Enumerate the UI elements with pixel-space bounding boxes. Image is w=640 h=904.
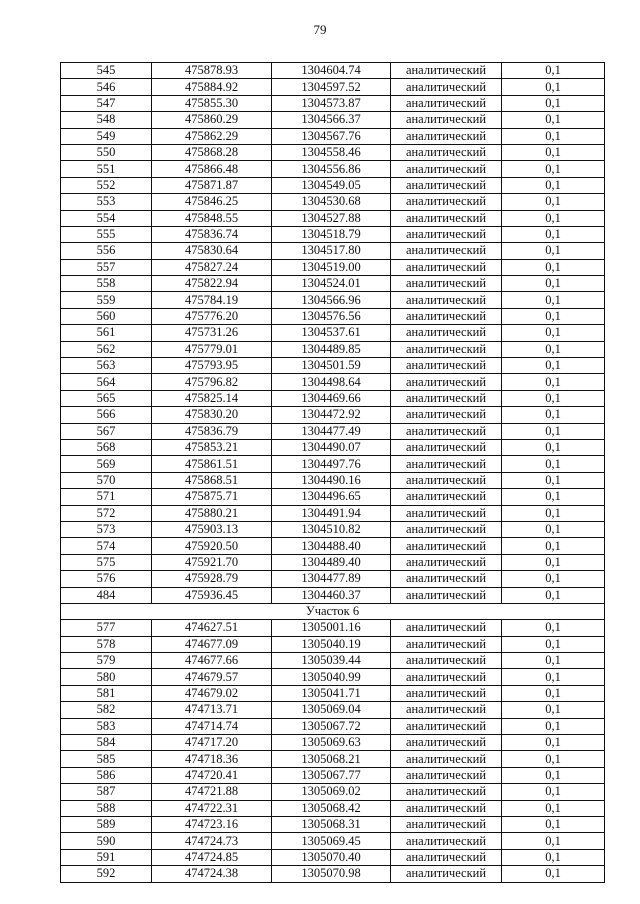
method-cell: аналитический bbox=[391, 390, 502, 406]
method-cell: аналитический bbox=[391, 735, 502, 751]
table-row bbox=[61, 521, 605, 537]
point-number-cell: 574 bbox=[61, 538, 152, 554]
y-coordinate-cell: 1304497.76 bbox=[272, 456, 391, 472]
x-coordinate-cell: 475731.26 bbox=[152, 325, 272, 341]
method-cell: аналитический bbox=[391, 866, 502, 882]
point-number-cell: 566 bbox=[61, 407, 152, 423]
x-coordinate-cell: 475796.82 bbox=[152, 374, 272, 390]
method-cell: аналитический bbox=[391, 292, 502, 308]
point-number-cell: 567 bbox=[61, 423, 152, 439]
x-coordinate-cell: 475868.28 bbox=[152, 144, 272, 160]
table-row bbox=[61, 718, 605, 734]
point-number-cell: 581 bbox=[61, 685, 152, 701]
point-number-cell: 548 bbox=[61, 112, 152, 128]
point-number-cell: 561 bbox=[61, 325, 152, 341]
point-number-cell: 587 bbox=[61, 784, 152, 800]
point-number-cell: 560 bbox=[61, 308, 152, 324]
x-coordinate-cell: 475776.20 bbox=[152, 308, 272, 324]
method-cell: аналитический bbox=[391, 669, 502, 685]
accuracy-cell: 0,1 bbox=[502, 259, 605, 275]
x-coordinate-cell: 474627.51 bbox=[152, 620, 272, 636]
point-number-cell: 583 bbox=[61, 718, 152, 734]
method-cell: аналитический bbox=[391, 407, 502, 423]
table-row bbox=[61, 636, 605, 652]
point-number-cell: 556 bbox=[61, 243, 152, 259]
x-coordinate-cell: 475868.51 bbox=[152, 472, 272, 488]
y-coordinate-cell: 1305039.44 bbox=[272, 653, 391, 669]
accuracy-cell: 0,1 bbox=[502, 538, 605, 554]
method-cell: аналитический bbox=[391, 636, 502, 652]
accuracy-cell: 0,1 bbox=[502, 784, 605, 800]
x-coordinate-cell: 474717.20 bbox=[152, 735, 272, 751]
accuracy-cell: 0,1 bbox=[502, 571, 605, 587]
point-number-cell: 570 bbox=[61, 472, 152, 488]
method-cell: аналитический bbox=[391, 341, 502, 357]
accuracy-cell: 0,1 bbox=[502, 128, 605, 144]
table-row bbox=[61, 439, 605, 455]
y-coordinate-cell: 1305069.02 bbox=[272, 784, 391, 800]
method-cell: аналитический bbox=[391, 505, 502, 521]
point-number-cell: 557 bbox=[61, 259, 152, 275]
method-cell: аналитический bbox=[391, 816, 502, 832]
x-coordinate-cell: 474720.41 bbox=[152, 767, 272, 783]
y-coordinate-cell: 1304496.65 bbox=[272, 489, 391, 505]
accuracy-cell: 0,1 bbox=[502, 718, 605, 734]
method-cell: аналитический bbox=[391, 423, 502, 439]
x-coordinate-cell: 475855.30 bbox=[152, 95, 272, 111]
table-row bbox=[61, 308, 605, 324]
x-coordinate-cell: 475853.21 bbox=[152, 439, 272, 455]
y-coordinate-cell: 1304518.79 bbox=[272, 226, 391, 242]
table-row bbox=[61, 177, 605, 193]
point-number-cell: 563 bbox=[61, 358, 152, 374]
y-coordinate-cell: 1304477.89 bbox=[272, 571, 391, 587]
accuracy-cell: 0,1 bbox=[502, 669, 605, 685]
accuracy-cell: 0,1 bbox=[502, 653, 605, 669]
method-cell: аналитический bbox=[391, 685, 502, 701]
point-number-cell: 572 bbox=[61, 505, 152, 521]
accuracy-cell: 0,1 bbox=[502, 439, 605, 455]
y-coordinate-cell: 1304489.85 bbox=[272, 341, 391, 357]
method-cell: аналитический bbox=[391, 439, 502, 455]
method-cell: аналитический bbox=[391, 308, 502, 324]
table-row bbox=[61, 325, 605, 341]
table-row bbox=[61, 374, 605, 390]
y-coordinate-cell: 1305068.31 bbox=[272, 816, 391, 832]
x-coordinate-cell: 475860.29 bbox=[152, 112, 272, 128]
accuracy-cell: 0,1 bbox=[502, 194, 605, 210]
coordinates-table bbox=[60, 62, 605, 883]
point-number-cell: 550 bbox=[61, 144, 152, 160]
method-cell: аналитический bbox=[391, 112, 502, 128]
accuracy-cell: 0,1 bbox=[502, 292, 605, 308]
y-coordinate-cell: 1304489.40 bbox=[272, 554, 391, 570]
accuracy-cell: 0,1 bbox=[502, 423, 605, 439]
method-cell: аналитический bbox=[391, 95, 502, 111]
point-number-cell: 588 bbox=[61, 800, 152, 816]
y-coordinate-cell: 1305069.45 bbox=[272, 833, 391, 849]
table-row bbox=[61, 259, 605, 275]
accuracy-cell: 0,1 bbox=[502, 79, 605, 95]
x-coordinate-cell: 475836.74 bbox=[152, 226, 272, 242]
x-coordinate-cell: 475846.25 bbox=[152, 194, 272, 210]
table-row bbox=[61, 79, 605, 95]
y-coordinate-cell: 1305068.42 bbox=[272, 800, 391, 816]
table-row bbox=[61, 390, 605, 406]
method-cell: аналитический bbox=[391, 554, 502, 570]
x-coordinate-cell: 475903.13 bbox=[152, 521, 272, 537]
point-number-cell: 549 bbox=[61, 128, 152, 144]
y-coordinate-cell: 1305067.72 bbox=[272, 718, 391, 734]
accuracy-cell: 0,1 bbox=[502, 243, 605, 259]
point-number-cell: 579 bbox=[61, 653, 152, 669]
table-row bbox=[61, 63, 605, 79]
x-coordinate-cell: 475822.94 bbox=[152, 276, 272, 292]
x-coordinate-cell: 475825.14 bbox=[152, 390, 272, 406]
method-cell: аналитический bbox=[391, 751, 502, 767]
y-coordinate-cell: 1305040.19 bbox=[272, 636, 391, 652]
table-row bbox=[61, 571, 605, 587]
accuracy-cell: 0,1 bbox=[502, 636, 605, 652]
point-number-cell: 580 bbox=[61, 669, 152, 685]
accuracy-cell: 0,1 bbox=[502, 685, 605, 701]
table-row bbox=[61, 456, 605, 472]
point-number-cell: 565 bbox=[61, 390, 152, 406]
accuracy-cell: 0,1 bbox=[502, 833, 605, 849]
point-number-cell: 586 bbox=[61, 767, 152, 783]
accuracy-cell: 0,1 bbox=[502, 472, 605, 488]
accuracy-cell: 0,1 bbox=[502, 112, 605, 128]
table-row bbox=[61, 849, 605, 865]
accuracy-cell: 0,1 bbox=[502, 374, 605, 390]
table-row bbox=[61, 784, 605, 800]
method-cell: аналитический bbox=[391, 259, 502, 275]
accuracy-cell: 0,1 bbox=[502, 554, 605, 570]
y-coordinate-cell: 1304490.07 bbox=[272, 439, 391, 455]
y-coordinate-cell: 1304472.92 bbox=[272, 407, 391, 423]
accuracy-cell: 0,1 bbox=[502, 816, 605, 832]
section-header-row bbox=[61, 603, 605, 619]
table-row bbox=[61, 194, 605, 210]
table-row bbox=[61, 800, 605, 816]
x-coordinate-cell: 475793.95 bbox=[152, 358, 272, 374]
x-coordinate-cell: 474718.36 bbox=[152, 751, 272, 767]
table-row bbox=[61, 653, 605, 669]
method-cell: аналитический bbox=[391, 226, 502, 242]
accuracy-cell: 0,1 bbox=[502, 587, 605, 603]
point-number-cell: 564 bbox=[61, 374, 152, 390]
accuracy-cell: 0,1 bbox=[502, 308, 605, 324]
method-cell: аналитический bbox=[391, 177, 502, 193]
point-number-cell: 577 bbox=[61, 620, 152, 636]
x-coordinate-cell: 474679.02 bbox=[152, 685, 272, 701]
x-coordinate-cell: 475928.79 bbox=[152, 571, 272, 587]
point-number-cell: 575 bbox=[61, 554, 152, 570]
table-row bbox=[61, 685, 605, 701]
table-row bbox=[61, 161, 605, 177]
accuracy-cell: 0,1 bbox=[502, 144, 605, 160]
table-row bbox=[61, 505, 605, 521]
point-number-cell: 547 bbox=[61, 95, 152, 111]
accuracy-cell: 0,1 bbox=[502, 751, 605, 767]
x-coordinate-cell: 475875.71 bbox=[152, 489, 272, 505]
table-row bbox=[61, 702, 605, 718]
y-coordinate-cell: 1304501.59 bbox=[272, 358, 391, 374]
accuracy-cell: 0,1 bbox=[502, 849, 605, 865]
method-cell: аналитический bbox=[391, 784, 502, 800]
method-cell: аналитический bbox=[391, 833, 502, 849]
page-number: 79 bbox=[313, 22, 327, 37]
x-coordinate-cell: 475830.64 bbox=[152, 243, 272, 259]
y-coordinate-cell: 1305068.21 bbox=[272, 751, 391, 767]
point-number-cell: 484 bbox=[61, 587, 152, 603]
x-coordinate-cell: 474724.73 bbox=[152, 833, 272, 849]
y-coordinate-cell: 1305069.63 bbox=[272, 735, 391, 751]
accuracy-cell: 0,1 bbox=[502, 620, 605, 636]
y-coordinate-cell: 1304477.49 bbox=[272, 423, 391, 439]
method-cell: аналитический bbox=[391, 194, 502, 210]
x-coordinate-cell: 474724.85 bbox=[152, 849, 272, 865]
y-coordinate-cell: 1304469.66 bbox=[272, 390, 391, 406]
x-coordinate-cell: 475884.92 bbox=[152, 79, 272, 95]
method-cell: аналитический bbox=[391, 243, 502, 259]
accuracy-cell: 0,1 bbox=[502, 407, 605, 423]
method-cell: аналитический bbox=[391, 325, 502, 341]
y-coordinate-cell: 1304498.64 bbox=[272, 374, 391, 390]
x-coordinate-cell: 475861.51 bbox=[152, 456, 272, 472]
table-row bbox=[61, 866, 605, 882]
accuracy-cell: 0,1 bbox=[502, 276, 605, 292]
y-coordinate-cell: 1304567.76 bbox=[272, 128, 391, 144]
table-row bbox=[61, 538, 605, 554]
table-row bbox=[61, 276, 605, 292]
x-coordinate-cell: 475779.01 bbox=[152, 341, 272, 357]
method-cell: аналитический bbox=[391, 161, 502, 177]
accuracy-cell: 0,1 bbox=[502, 800, 605, 816]
method-cell: аналитический bbox=[391, 128, 502, 144]
accuracy-cell: 0,1 bbox=[502, 210, 605, 226]
y-coordinate-cell: 1304460.37 bbox=[272, 587, 391, 603]
y-coordinate-cell: 1305069.04 bbox=[272, 702, 391, 718]
method-cell: аналитический bbox=[391, 144, 502, 160]
y-coordinate-cell: 1304490.16 bbox=[272, 472, 391, 488]
accuracy-cell: 0,1 bbox=[502, 521, 605, 537]
y-coordinate-cell: 1304537.61 bbox=[272, 325, 391, 341]
y-coordinate-cell: 1304556.86 bbox=[272, 161, 391, 177]
y-coordinate-cell: 1305040.99 bbox=[272, 669, 391, 685]
method-cell: аналитический bbox=[391, 374, 502, 390]
x-coordinate-cell: 474724.38 bbox=[152, 866, 272, 882]
table-row bbox=[61, 489, 605, 505]
method-cell: аналитический bbox=[391, 800, 502, 816]
x-coordinate-cell: 475836.79 bbox=[152, 423, 272, 439]
point-number-cell: 568 bbox=[61, 439, 152, 455]
table-row bbox=[61, 423, 605, 439]
method-cell: аналитический bbox=[391, 718, 502, 734]
point-number-cell: 559 bbox=[61, 292, 152, 308]
y-coordinate-cell: 1304517.80 bbox=[272, 243, 391, 259]
x-coordinate-cell: 474722.31 bbox=[152, 800, 272, 816]
accuracy-cell: 0,1 bbox=[502, 767, 605, 783]
table-row bbox=[61, 292, 605, 308]
table-row bbox=[61, 243, 605, 259]
method-cell: аналитический bbox=[391, 79, 502, 95]
accuracy-cell: 0,1 bbox=[502, 390, 605, 406]
table-row bbox=[61, 669, 605, 685]
x-coordinate-cell: 475827.24 bbox=[152, 259, 272, 275]
table-row bbox=[61, 358, 605, 374]
y-coordinate-cell: 1304566.37 bbox=[272, 112, 391, 128]
method-cell: аналитический bbox=[391, 587, 502, 603]
table-row bbox=[61, 587, 605, 603]
accuracy-cell: 0,1 bbox=[502, 489, 605, 505]
point-number-cell: 554 bbox=[61, 210, 152, 226]
table-row bbox=[61, 472, 605, 488]
coordinates-table-body bbox=[61, 63, 605, 883]
method-cell: аналитический bbox=[391, 571, 502, 587]
method-cell: аналитический bbox=[391, 276, 502, 292]
y-coordinate-cell: 1304566.96 bbox=[272, 292, 391, 308]
y-coordinate-cell: 1304549.05 bbox=[272, 177, 391, 193]
method-cell: аналитический bbox=[391, 849, 502, 865]
x-coordinate-cell: 474713.71 bbox=[152, 702, 272, 718]
x-coordinate-cell: 474721.88 bbox=[152, 784, 272, 800]
y-coordinate-cell: 1304488.40 bbox=[272, 538, 391, 554]
table-row bbox=[61, 95, 605, 111]
y-coordinate-cell: 1304519.00 bbox=[272, 259, 391, 275]
y-coordinate-cell: 1304576.56 bbox=[272, 308, 391, 324]
x-coordinate-cell: 475921.70 bbox=[152, 554, 272, 570]
y-coordinate-cell: 1305070.98 bbox=[272, 866, 391, 882]
y-coordinate-cell: 1305067.77 bbox=[272, 767, 391, 783]
point-number-cell: 589 bbox=[61, 816, 152, 832]
accuracy-cell: 0,1 bbox=[502, 177, 605, 193]
accuracy-cell: 0,1 bbox=[502, 226, 605, 242]
method-cell: аналитический bbox=[391, 521, 502, 537]
table-row bbox=[61, 407, 605, 423]
x-coordinate-cell: 475878.93 bbox=[152, 63, 272, 79]
y-coordinate-cell: 1304527.88 bbox=[272, 210, 391, 226]
table-row bbox=[61, 144, 605, 160]
accuracy-cell: 0,1 bbox=[502, 735, 605, 751]
point-number-cell: 546 bbox=[61, 79, 152, 95]
accuracy-cell: 0,1 bbox=[502, 358, 605, 374]
method-cell: аналитический bbox=[391, 767, 502, 783]
table-row bbox=[61, 751, 605, 767]
accuracy-cell: 0,1 bbox=[502, 325, 605, 341]
table-row bbox=[61, 620, 605, 636]
table-row bbox=[61, 128, 605, 144]
accuracy-cell: 0,1 bbox=[502, 63, 605, 79]
method-cell: аналитический bbox=[391, 653, 502, 669]
point-number-cell: 584 bbox=[61, 735, 152, 751]
x-coordinate-cell: 475784.19 bbox=[152, 292, 272, 308]
y-coordinate-cell: 1304530.68 bbox=[272, 194, 391, 210]
x-coordinate-cell: 474679.57 bbox=[152, 669, 272, 685]
point-number-cell: 551 bbox=[61, 161, 152, 177]
point-number-cell: 562 bbox=[61, 341, 152, 357]
accuracy-cell: 0,1 bbox=[502, 702, 605, 718]
x-coordinate-cell: 475936.45 bbox=[152, 587, 272, 603]
method-cell: аналитический bbox=[391, 210, 502, 226]
accuracy-cell: 0,1 bbox=[502, 866, 605, 882]
table-row bbox=[61, 226, 605, 242]
y-coordinate-cell: 1304558.46 bbox=[272, 144, 391, 160]
table-row bbox=[61, 341, 605, 357]
y-coordinate-cell: 1304510.82 bbox=[272, 521, 391, 537]
x-coordinate-cell: 474677.09 bbox=[152, 636, 272, 652]
point-number-cell: 545 bbox=[61, 63, 152, 79]
accuracy-cell: 0,1 bbox=[502, 505, 605, 521]
point-number-cell: 576 bbox=[61, 571, 152, 587]
point-number-cell: 582 bbox=[61, 702, 152, 718]
table-row bbox=[61, 112, 605, 128]
accuracy-cell: 0,1 bbox=[502, 341, 605, 357]
accuracy-cell: 0,1 bbox=[502, 161, 605, 177]
point-number-cell: 585 bbox=[61, 751, 152, 767]
table-row bbox=[61, 767, 605, 783]
point-number-cell: 573 bbox=[61, 521, 152, 537]
point-number-cell: 590 bbox=[61, 833, 152, 849]
x-coordinate-cell: 474723.16 bbox=[152, 816, 272, 832]
table-row bbox=[61, 554, 605, 570]
x-coordinate-cell: 475848.55 bbox=[152, 210, 272, 226]
y-coordinate-cell: 1304524.01 bbox=[272, 276, 391, 292]
method-cell: аналитический bbox=[391, 63, 502, 79]
method-cell: аналитический bbox=[391, 620, 502, 636]
point-number-cell: 553 bbox=[61, 194, 152, 210]
table-row bbox=[61, 833, 605, 849]
y-coordinate-cell: 1304573.87 bbox=[272, 95, 391, 111]
x-coordinate-cell: 475830.20 bbox=[152, 407, 272, 423]
table-row bbox=[61, 210, 605, 226]
y-coordinate-cell: 1305041.71 bbox=[272, 685, 391, 701]
x-coordinate-cell: 475880.21 bbox=[152, 505, 272, 521]
y-coordinate-cell: 1304597.52 bbox=[272, 79, 391, 95]
y-coordinate-cell: 1304604.74 bbox=[272, 63, 391, 79]
x-coordinate-cell: 475862.29 bbox=[152, 128, 272, 144]
method-cell: аналитический bbox=[391, 538, 502, 554]
point-number-cell: 569 bbox=[61, 456, 152, 472]
method-cell: аналитический bbox=[391, 702, 502, 718]
table-row bbox=[61, 816, 605, 832]
x-coordinate-cell: 475871.87 bbox=[152, 177, 272, 193]
point-number-cell: 578 bbox=[61, 636, 152, 652]
method-cell: аналитический bbox=[391, 358, 502, 374]
y-coordinate-cell: 1304491.94 bbox=[272, 505, 391, 521]
point-number-cell: 552 bbox=[61, 177, 152, 193]
y-coordinate-cell: 1305001.16 bbox=[272, 620, 391, 636]
point-number-cell: 555 bbox=[61, 226, 152, 242]
x-coordinate-cell: 475920.50 bbox=[152, 538, 272, 554]
method-cell: аналитический bbox=[391, 489, 502, 505]
point-number-cell: 591 bbox=[61, 849, 152, 865]
point-number-cell: 558 bbox=[61, 276, 152, 292]
x-coordinate-cell: 475866.48 bbox=[152, 161, 272, 177]
point-number-cell: 571 bbox=[61, 489, 152, 505]
y-coordinate-cell: 1305070.40 bbox=[272, 849, 391, 865]
x-coordinate-cell: 474677.66 bbox=[152, 653, 272, 669]
table-row bbox=[61, 735, 605, 751]
method-cell: аналитический bbox=[391, 456, 502, 472]
accuracy-cell: 0,1 bbox=[502, 95, 605, 111]
x-coordinate-cell: 474714.74 bbox=[152, 718, 272, 734]
point-number-cell: 592 bbox=[61, 866, 152, 882]
method-cell: аналитический bbox=[391, 472, 502, 488]
section-label: Участок 6 bbox=[61, 603, 605, 619]
accuracy-cell: 0,1 bbox=[502, 456, 605, 472]
